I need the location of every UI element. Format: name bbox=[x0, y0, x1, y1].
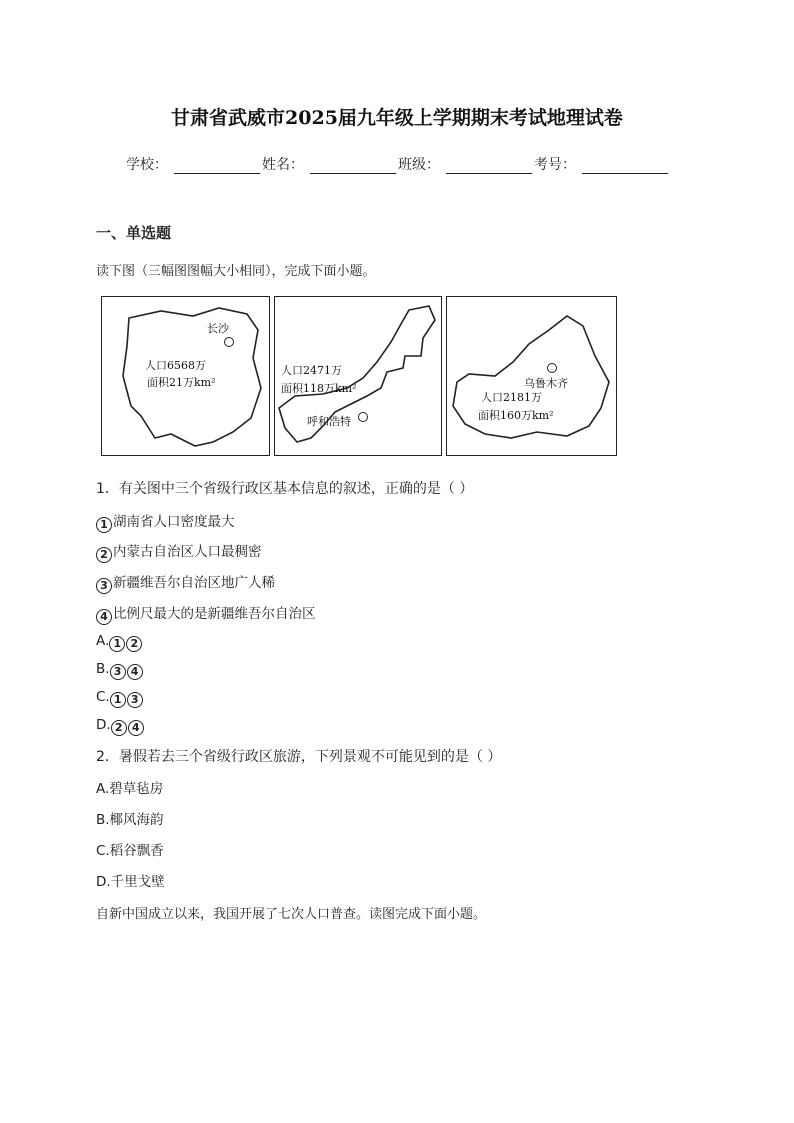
q1-option-b[interactable] bbox=[96, 661, 144, 680]
statement-text: 湖南省人口密度最大 bbox=[113, 514, 235, 530]
hunan-population: 人口6568万 bbox=[145, 359, 206, 372]
question-2-stem: 2．暑假若去三个省级行政区旅游，下列景观不可能见到的是（ ） bbox=[96, 749, 502, 765]
circled-number: 2 bbox=[96, 547, 112, 563]
hohhot-label: 呼和浩特 bbox=[307, 415, 351, 428]
q2-option-a[interactable]: A.碧草毡房 bbox=[96, 781, 164, 797]
statement-3 bbox=[96, 571, 275, 594]
q1-option-a[interactable] bbox=[96, 633, 143, 652]
circled-number: 4 bbox=[96, 609, 112, 625]
circled-number: 3 bbox=[96, 578, 112, 594]
circled-number: 4 bbox=[127, 664, 143, 680]
urumqi-dot-icon bbox=[548, 364, 557, 373]
statement-text: 比例尺最大的是新疆维吾尔自治区 bbox=[113, 606, 316, 622]
circled-number: 1 bbox=[96, 517, 112, 533]
exam-number-blank bbox=[582, 159, 668, 174]
circled-number: 4 bbox=[128, 720, 144, 736]
changsha-dot-icon bbox=[225, 338, 234, 347]
map-inner-mongolia bbox=[275, 297, 442, 456]
next-question-intro: 自新中国成立以来，我国开展了七次人口普查。读图完成下面小题。 bbox=[96, 907, 487, 922]
school-label: 学校： bbox=[126, 157, 168, 173]
exam-number-label: 考号： bbox=[534, 157, 576, 173]
q2-option-d[interactable]: D.千里戈壁 bbox=[96, 874, 165, 890]
circled-number: 1 bbox=[110, 692, 126, 708]
student-info-line bbox=[126, 154, 670, 174]
name-blank bbox=[310, 159, 396, 174]
class-label: 班级： bbox=[398, 157, 440, 173]
statement-1 bbox=[96, 510, 235, 533]
province-maps-figure bbox=[101, 296, 617, 456]
q1-option-d[interactable] bbox=[96, 717, 145, 736]
section-title: 一、单选题 bbox=[96, 224, 172, 242]
circled-number: 3 bbox=[110, 664, 126, 680]
hohhot-dot-icon bbox=[359, 413, 368, 422]
option-letter: C. bbox=[96, 689, 110, 705]
map-hunan bbox=[102, 297, 270, 456]
inner-mongolia-area: 面积118万km² bbox=[281, 382, 357, 395]
circled-number: 2 bbox=[111, 720, 127, 736]
q2-option-b[interactable]: B.椰风海韵 bbox=[96, 812, 164, 828]
circled-number: 2 bbox=[126, 636, 142, 652]
hunan-area: 面积21万km² bbox=[147, 376, 216, 389]
option-letter: B. bbox=[96, 661, 110, 677]
question-1-stem: 1．有关图中三个省级行政区基本信息的叙述，正确的是（ ） bbox=[96, 481, 474, 497]
xinjiang-area: 面积160万km² bbox=[478, 409, 554, 422]
statement-text: 新疆维吾尔自治区地广人稀 bbox=[113, 575, 275, 591]
statement-2 bbox=[96, 540, 262, 563]
statement-4 bbox=[96, 602, 316, 625]
option-letter: A. bbox=[96, 633, 110, 649]
option-letter: D. bbox=[96, 717, 111, 733]
changsha-label: 长沙 bbox=[207, 322, 229, 335]
map-xinjiang bbox=[447, 297, 617, 456]
circled-number: 1 bbox=[109, 636, 125, 652]
q2-option-c[interactable]: C.稻谷飘香 bbox=[96, 843, 164, 859]
q1-option-c[interactable] bbox=[96, 689, 144, 708]
inner-mongolia-population: 人口2471万 bbox=[281, 364, 342, 377]
question-intro: 读下图（三幅图图幅大小相同），完成下面小题。 bbox=[96, 264, 376, 279]
name-label: 姓名： bbox=[262, 157, 304, 173]
statement-text: 内蒙古自治区人口最稠密 bbox=[113, 544, 262, 560]
page-title: 甘肃省武威市2025届九年级上学期期末考试地理试卷 bbox=[171, 107, 623, 129]
class-blank bbox=[446, 159, 532, 174]
urumqi-label: 乌鲁木齐 bbox=[524, 377, 568, 390]
school-blank bbox=[174, 159, 260, 174]
xinjiang-population: 人口2181万 bbox=[481, 391, 542, 404]
circled-number: 3 bbox=[127, 692, 143, 708]
